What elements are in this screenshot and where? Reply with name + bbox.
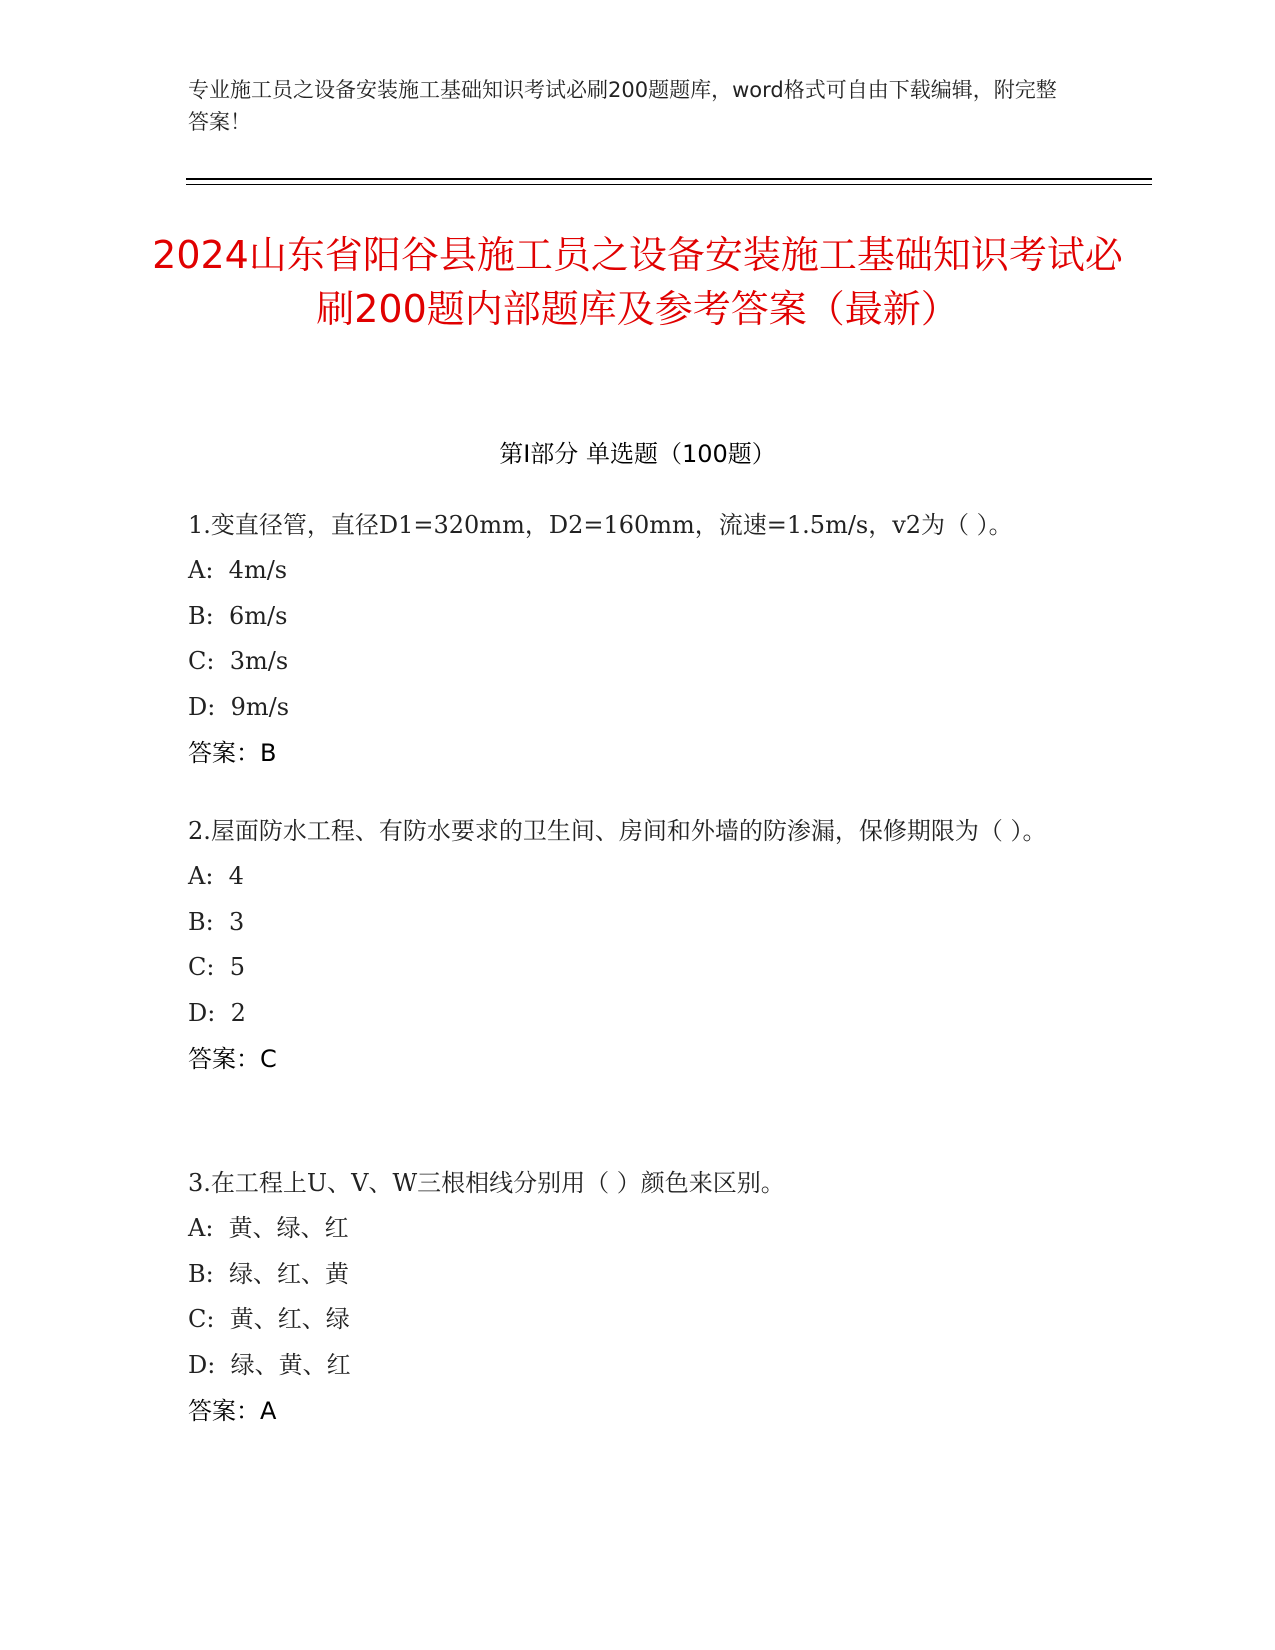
question-block-3 [188,1160,1068,1434]
section-title: 第Ⅰ部分 单选题（100题） [499,440,776,468]
option-a: A: 4m/s [188,556,288,584]
option-b: B: 3 [188,907,245,936]
header-note: 专业施工员之设备安装施工基础知识考试必刷200题题库，word格式可自由下载编辑，附完整答案！ [188,78,1057,134]
option-c: C: 3m/s [188,647,289,675]
answer-text: 答案：B [188,739,277,767]
option-b: B: 6m/s [188,601,288,630]
answer-text: 答案：A [188,1397,277,1425]
document-title: 2024山东省阳谷县施工员之设备安装施工基础知识考试必刷200题内部题库及参考答案（最新） [152,233,1123,331]
question-text: 1.变直径管，直径D1=320mm，D2=160mm，流速=1.5m/s，v2为（ ）。 [188,511,1013,539]
option-d: D: 绿、黄、红 [188,1350,351,1379]
answer-text: 答案：C [188,1045,277,1073]
option-d: D: 2 [188,998,246,1027]
option-a: A: 黄、绿、红 [188,1214,349,1242]
question-text: 3.在工程上U、V、W三根相线分别用（ ）颜色来区别。 [188,1169,785,1197]
option-c: C: 5 [188,953,245,981]
header-rule-thick [186,178,1152,180]
option-d: D: 9m/s [188,692,290,721]
option-b: B: 绿、红、黄 [188,1259,349,1288]
question-text: 2.屋面防水工程、有防水要求的卫生间、房间和外墙的防渗漏，保修期限为（ ）。 [188,817,1047,845]
question-block-2 [188,808,1068,1082]
option-a: A: 4 [188,862,244,890]
option-c: C: 黄、红、绿 [188,1305,350,1333]
question-block-1 [188,502,1068,776]
header-rule-thin [186,184,1152,185]
